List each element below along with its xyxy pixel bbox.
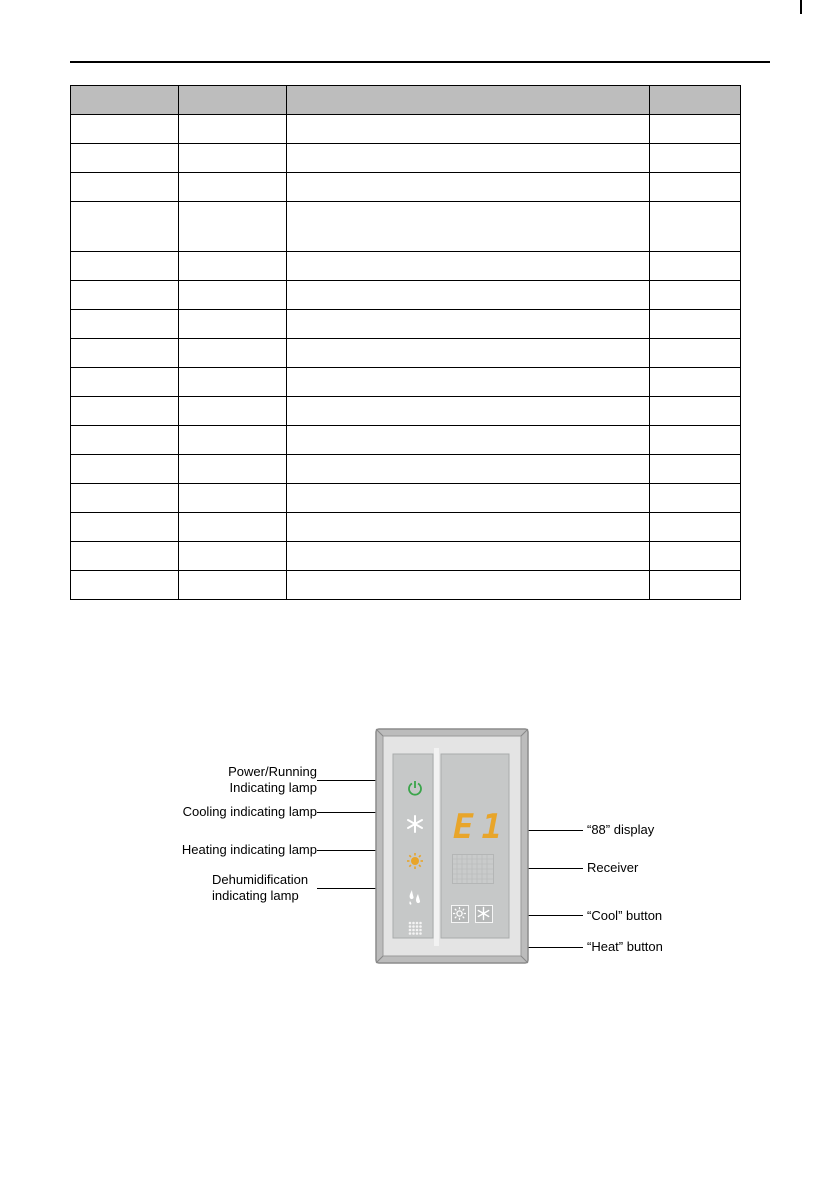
table-cell [179,252,287,281]
table-row [71,281,741,310]
table-cell [179,484,287,513]
table-cell [71,513,179,542]
table-cell [179,368,287,397]
table-header-cell [287,86,650,115]
table-cell [650,281,741,310]
table-cell [71,144,179,173]
table-cell [71,484,179,513]
table-cell [650,252,741,281]
table-cell [179,173,287,202]
display-label: “88” display [587,822,655,837]
table-cell [71,368,179,397]
table-row [71,484,741,513]
table-cell [179,542,287,571]
grid-icon [407,920,423,936]
88-display: E1 [453,807,510,847]
snowflake-icon [406,815,424,833]
table-cell [650,455,741,484]
table-row [71,513,741,542]
table-row [71,397,741,426]
table-cell [650,542,741,571]
table-cell [71,202,179,252]
table-header-cell [179,86,287,115]
table-row [71,310,741,339]
table-cell [287,281,650,310]
table-cell [179,339,287,368]
table-cell [71,115,179,144]
table-cell [179,202,287,252]
table-cell [71,426,179,455]
sun-icon [406,852,424,870]
table-cell [179,455,287,484]
receiver-label: Receiver [587,860,639,875]
power-lamp-label-line1: Power/Running [228,764,317,779]
table-row [71,173,741,202]
table-cell [71,542,179,571]
table-cell [71,310,179,339]
table-cell [287,173,650,202]
table-cell [287,368,650,397]
spec-table [70,85,741,600]
heating-lamp-label: Heating indicating lamp [181,842,317,857]
table-cell [650,368,741,397]
table-cell [179,115,287,144]
table-row [71,571,741,600]
cool-button-label: “Cool” button [587,908,663,923]
table-row [71,202,741,252]
table-cell [179,513,287,542]
table-cell [71,173,179,202]
heat-button-label: “Heat” button [587,939,663,954]
table-cell [287,455,650,484]
table-cell [287,397,650,426]
table-cell [179,144,287,173]
table-row [71,426,741,455]
table-cell [287,202,650,252]
table-cell [287,513,650,542]
table-cell [71,339,179,368]
dehumidification-lamp-label-line2: indicating lamp [212,888,299,903]
table-row [71,144,741,173]
table-header-cell [650,86,741,115]
wired-controller-panel [375,728,529,964]
table-cell [179,571,287,600]
header-rule [70,61,770,63]
heat-button[interactable] [451,905,469,923]
power-lamp-label [160,764,317,796]
dehumidification-lamp-label-line1: Dehumidification [212,872,309,887]
table-cell [71,455,179,484]
table-cell [71,252,179,281]
table-cell [650,426,741,455]
table-cell [287,339,650,368]
table-cell [71,281,179,310]
sun-button-icon [452,906,467,921]
table-cell [287,252,650,281]
table-cell [650,397,741,426]
power-lamp-label-line2: Indicating lamp [229,780,317,795]
table-header-row [71,86,741,115]
table-header-cell [71,86,179,115]
cool-button[interactable] [475,905,493,923]
table-row [71,455,741,484]
table-cell [71,571,179,600]
table-cell [287,542,650,571]
table-cell [650,571,741,600]
table-cell [650,513,741,542]
table-row [71,115,741,144]
table-cell [71,397,179,426]
table-cell [650,310,741,339]
table-cell [179,397,287,426]
water-drops-icon [406,888,424,906]
table-cell [650,484,741,513]
dehumidification-lamp-label [212,872,322,904]
table-cell [287,310,650,339]
table-cell [287,426,650,455]
table-cell [287,571,650,600]
receiver-window [452,854,494,884]
table-cell [287,484,650,513]
table-cell [650,144,741,173]
table-cell [287,115,650,144]
table-cell [650,173,741,202]
table-cell [179,310,287,339]
power-icon [407,780,423,796]
table-cell [650,339,741,368]
snowflake-button-icon [476,906,491,921]
table-row [71,542,741,571]
table-cell [179,426,287,455]
table-row [71,339,741,368]
table-cell [287,144,650,173]
table-row [71,368,741,397]
table-cell [650,202,741,252]
control-panel-figure [160,718,688,968]
table-row [71,252,741,281]
cooling-lamp-label: Cooling indicating lamp [182,804,317,819]
table-cell [179,281,287,310]
page-edge-mark [800,0,802,14]
table-cell [650,115,741,144]
